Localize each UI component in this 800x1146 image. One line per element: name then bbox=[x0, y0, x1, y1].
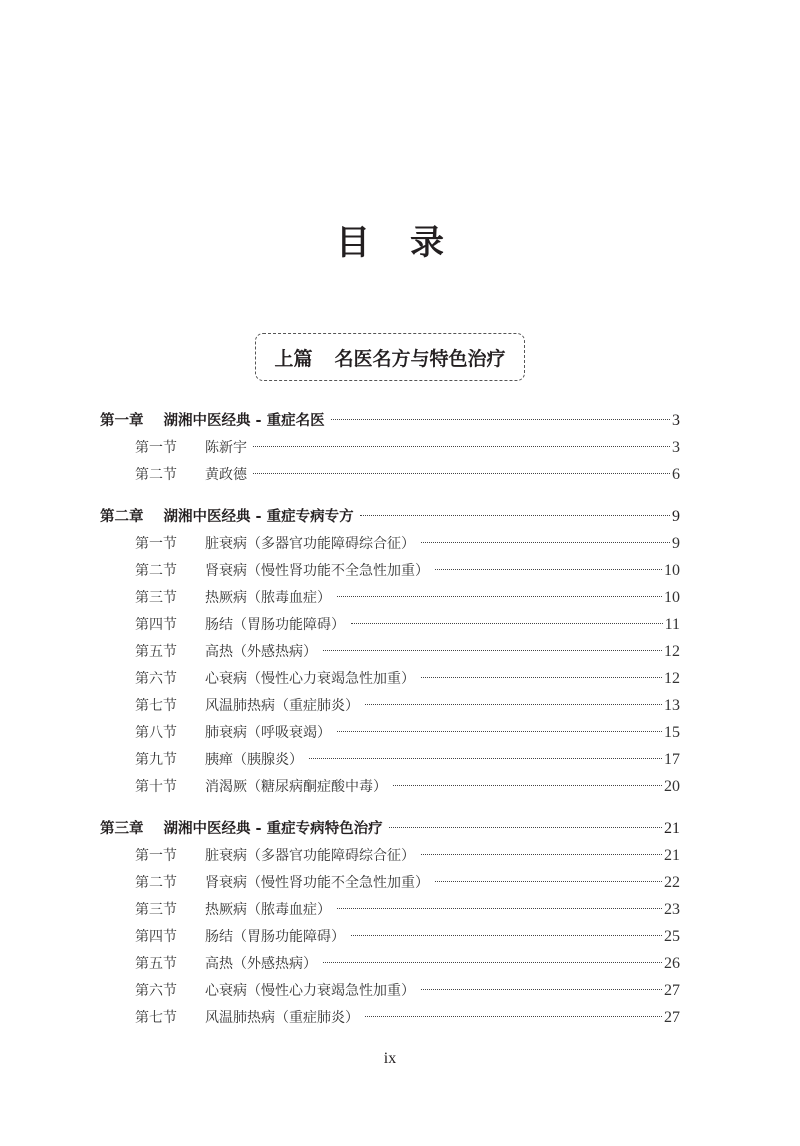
page-ref: 27 bbox=[664, 982, 680, 999]
page-ref: 12 bbox=[664, 643, 680, 660]
title-char: 录 bbox=[410, 223, 444, 263]
toc-section-entry[interactable] bbox=[100, 896, 680, 923]
section-label: 第八节 bbox=[135, 725, 177, 741]
page-number: ix bbox=[383, 1050, 397, 1067]
section-title: 肾衰病（慢性肾功能不全急性加重） bbox=[205, 563, 429, 579]
section-title: 热厥病（脓毒血症） bbox=[205, 590, 331, 606]
section-title: 肠结（胃肠功能障碍） bbox=[205, 929, 345, 945]
part-label: 上篇 bbox=[274, 347, 313, 370]
title-char: 目 bbox=[336, 223, 370, 263]
section-label: 第十节 bbox=[135, 779, 177, 795]
page-ref: 27 bbox=[664, 1009, 680, 1026]
toc-section-entry[interactable] bbox=[100, 530, 680, 557]
page-ref: 15 bbox=[664, 724, 680, 741]
page-ref: 3 bbox=[672, 439, 680, 456]
page-ref: 13 bbox=[664, 697, 680, 714]
toc-section-entry[interactable] bbox=[100, 557, 680, 584]
chapter-label: 第一章 bbox=[100, 413, 144, 429]
dot-leader bbox=[365, 1016, 662, 1017]
section-label: 第一节 bbox=[135, 536, 177, 552]
chapter-title: 湖湘中医经典 - 重症名医 bbox=[163, 413, 325, 429]
section-title: 脏衰病（多器官功能障碍综合征） bbox=[205, 536, 415, 552]
dot-leader bbox=[435, 881, 662, 882]
dot-leader bbox=[389, 827, 662, 828]
page-ref: 11 bbox=[664, 616, 680, 633]
section-title: 消渴厥（糖尿病酮症酸中毒） bbox=[205, 779, 387, 795]
toc-section-entry[interactable] bbox=[100, 869, 680, 896]
page-ref: 6 bbox=[672, 466, 680, 483]
table-of-contents bbox=[100, 407, 680, 1046]
section-label: 第七节 bbox=[135, 698, 177, 714]
section-title: 风温肺热病（重症肺炎） bbox=[205, 1010, 359, 1026]
dot-leader bbox=[323, 650, 662, 651]
section-label: 第二节 bbox=[135, 563, 177, 579]
dot-leader bbox=[323, 962, 662, 963]
toc-section-entry[interactable] bbox=[100, 692, 680, 719]
section-label: 第七节 bbox=[135, 1010, 177, 1026]
dot-leader bbox=[421, 677, 662, 678]
toc-section-entry[interactable] bbox=[100, 746, 680, 773]
chapter-block bbox=[100, 815, 680, 1031]
dot-leader bbox=[365, 704, 662, 705]
toc-section-entry[interactable] bbox=[100, 923, 680, 950]
dot-leader bbox=[337, 908, 662, 909]
page-ref: 22 bbox=[664, 874, 680, 891]
page-ref: 20 bbox=[664, 778, 680, 795]
section-label: 第一节 bbox=[135, 848, 177, 864]
dot-leader bbox=[360, 515, 670, 516]
page-title bbox=[0, 215, 780, 264]
page-ref: 25 bbox=[664, 928, 680, 945]
toc-section-entry[interactable] bbox=[100, 977, 680, 1004]
section-title: 肠结（胃肠功能障碍） bbox=[205, 617, 345, 633]
chapter-label: 第二章 bbox=[100, 509, 144, 525]
section-label: 第六节 bbox=[135, 983, 177, 999]
chapter-label: 第三章 bbox=[100, 821, 144, 837]
dot-leader bbox=[253, 446, 670, 447]
dot-leader bbox=[351, 623, 663, 624]
section-label: 第九节 bbox=[135, 752, 177, 768]
section-title: 脏衰病（多器官功能障碍综合征） bbox=[205, 848, 415, 864]
section-label: 第三节 bbox=[135, 902, 177, 918]
section-title: 心衰病（慢性心力衰竭急性加重） bbox=[205, 671, 415, 687]
dot-leader bbox=[421, 854, 662, 855]
section-title: 陈新宇 bbox=[205, 440, 247, 456]
toc-chapter-entry[interactable] bbox=[100, 503, 680, 530]
page-ref: 26 bbox=[664, 955, 680, 972]
page-ref: 21 bbox=[664, 820, 680, 837]
dot-leader bbox=[253, 473, 670, 474]
toc-section-entry[interactable] bbox=[100, 584, 680, 611]
section-label: 第三节 bbox=[135, 590, 177, 606]
section-label: 第二节 bbox=[135, 467, 177, 483]
page-ref: 23 bbox=[664, 901, 680, 918]
section-label: 第五节 bbox=[135, 956, 177, 972]
toc-section-entry[interactable] bbox=[100, 1004, 680, 1031]
chapter-block bbox=[100, 503, 680, 800]
section-title: 高热（外感热病） bbox=[205, 644, 317, 660]
page-ref: 12 bbox=[664, 670, 680, 687]
toc-section-entry[interactable] bbox=[100, 434, 680, 461]
page-ref: 9 bbox=[672, 508, 680, 525]
chapter-title: 湖湘中医经典 - 重症专病专方 bbox=[163, 509, 354, 525]
section-label: 第四节 bbox=[135, 617, 177, 633]
dot-leader bbox=[337, 731, 662, 732]
toc-section-entry[interactable] bbox=[100, 461, 680, 488]
dot-leader bbox=[421, 542, 670, 543]
toc-section-entry[interactable] bbox=[100, 665, 680, 692]
section-label: 第四节 bbox=[135, 929, 177, 945]
dot-leader bbox=[331, 419, 670, 420]
section-title: 胰瘅（胰腺炎） bbox=[205, 752, 303, 768]
part-heading-box bbox=[255, 333, 525, 381]
toc-section-entry[interactable] bbox=[100, 719, 680, 746]
dot-leader bbox=[309, 758, 662, 759]
toc-chapter-entry[interactable] bbox=[100, 407, 680, 434]
chapter-title: 湖湘中医经典 - 重症专病特色治疗 bbox=[163, 821, 383, 837]
chapter-block bbox=[100, 407, 680, 488]
dot-leader bbox=[351, 935, 662, 936]
section-title: 肾衰病（慢性肾功能不全急性加重） bbox=[205, 875, 429, 891]
page-ref: 10 bbox=[664, 589, 680, 606]
toc-section-entry[interactable] bbox=[100, 773, 680, 800]
dot-leader bbox=[393, 785, 662, 786]
toc-chapter-entry[interactable] bbox=[100, 815, 680, 842]
toc-section-entry[interactable] bbox=[100, 842, 680, 869]
dot-leader bbox=[435, 569, 662, 570]
page-ref: 10 bbox=[664, 562, 680, 579]
section-title: 肺衰病（呼吸衰竭） bbox=[205, 725, 331, 741]
section-title: 心衰病（慢性心力衰竭急性加重） bbox=[205, 983, 415, 999]
section-title: 热厥病（脓毒血症） bbox=[205, 902, 331, 918]
page-ref: 21 bbox=[664, 847, 680, 864]
section-label: 第一节 bbox=[135, 440, 177, 456]
part-title: 名医名方与特色治疗 bbox=[334, 347, 506, 370]
section-label: 第二节 bbox=[135, 875, 177, 891]
section-label: 第六节 bbox=[135, 671, 177, 687]
page-ref: 9 bbox=[672, 535, 680, 552]
toc-section-entry[interactable] bbox=[100, 638, 680, 665]
section-title: 风温肺热病（重症肺炎） bbox=[205, 698, 359, 714]
section-title: 高热（外感热病） bbox=[205, 956, 317, 972]
section-label: 第五节 bbox=[135, 644, 177, 660]
section-title: 黄政德 bbox=[205, 467, 247, 483]
toc-section-entry[interactable] bbox=[100, 950, 680, 977]
page-ref: 17 bbox=[664, 751, 680, 768]
toc-section-entry[interactable] bbox=[100, 611, 680, 638]
page-ref: 3 bbox=[672, 412, 680, 429]
dot-leader bbox=[337, 596, 662, 597]
dot-leader bbox=[421, 989, 662, 990]
